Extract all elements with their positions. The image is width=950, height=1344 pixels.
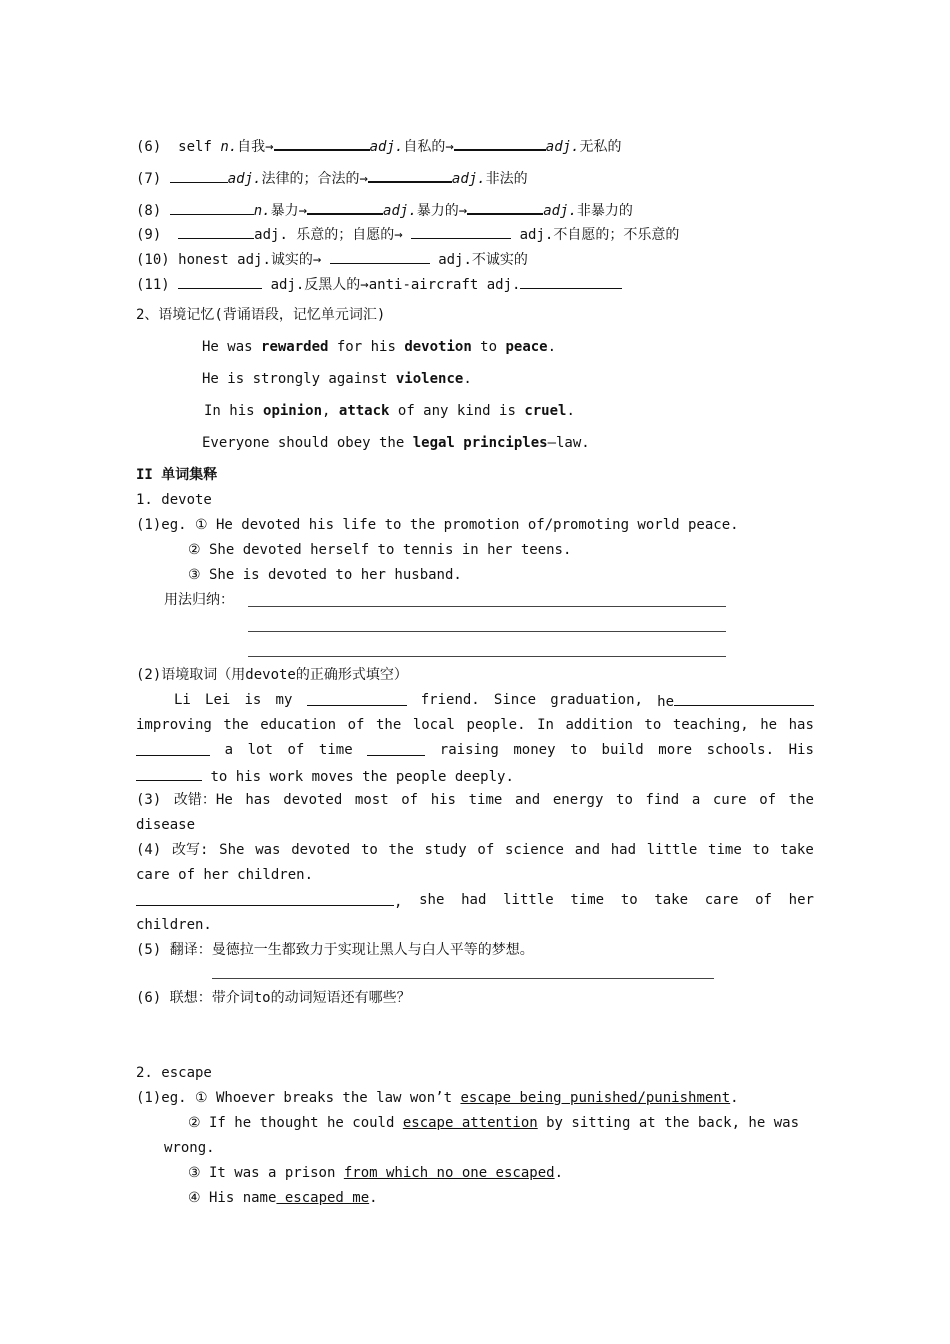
usage-label: 用法归纳：	[164, 592, 234, 608]
q2-line-2: improving the education of the local people. In addition to teaching, he has	[136, 717, 814, 733]
escape-eg-2-cont: wrong.	[164, 1140, 215, 1156]
part-2-heading: II 单词集释	[136, 467, 218, 483]
blank[interactable]	[307, 691, 407, 706]
answer-line[interactable]	[248, 631, 726, 632]
blank[interactable]	[454, 135, 546, 151]
blank[interactable]	[367, 741, 425, 756]
context-sentence-3: In his opinion, attack of any kind is cruel.	[204, 403, 575, 419]
item-11: (11) adj.反黑人的→anti-aircraft adj.	[136, 274, 622, 294]
blank[interactable]	[467, 199, 543, 215]
blank[interactable]	[411, 224, 511, 239]
blank[interactable]	[330, 249, 430, 264]
blank[interactable]	[178, 274, 262, 289]
blank[interactable]	[307, 199, 383, 215]
devote-q4-rewrite-cont: children.	[136, 917, 212, 933]
q2-line-1: Li Lei is my friend. Since graduation, he	[174, 691, 814, 711]
answer-line[interactable]	[212, 978, 714, 979]
section-2-heading: 2、语境记忆(背诵语段，记忆单元词汇)	[136, 307, 386, 323]
devote-q3: (3) 改错：He has devoted most of his time and energy to find a cure of the	[136, 792, 814, 808]
blank[interactable]	[368, 167, 452, 183]
context-sentence-4: Everyone should obey the legal principles—law.	[202, 435, 590, 451]
context-sentence-1: He was rewarded for his devotion to peace.	[202, 339, 557, 355]
blank[interactable]	[178, 224, 254, 239]
q2-line-4: to his work moves the people deeply.	[136, 766, 514, 786]
blank[interactable]	[136, 891, 394, 906]
escape-eg-3: ③ It was a prison from which no one escaped.	[188, 1165, 563, 1181]
escape-eg-1: (1)eg. ① Whoever breaks the law won’t escape being punished/punishment.	[136, 1090, 739, 1106]
context-sentence-2: He is strongly against violence.	[202, 371, 472, 387]
answer-line[interactable]	[248, 656, 726, 657]
devote-q3-cont: disease	[136, 817, 196, 833]
devote-q2-heading: (2)语境取词（用devote的正确形式填空）	[136, 667, 408, 683]
devote-eg-1: (1)eg. ① He devoted his life to the promotion of/promoting world peace.	[136, 517, 739, 533]
word-2-title: 2. escape	[136, 1065, 212, 1081]
item-7: (7) adj.法律的；合法的→ adj.非法的	[136, 167, 528, 188]
devote-eg-3: ③ She is devoted to her husband.	[188, 567, 462, 583]
blank[interactable]	[136, 766, 202, 781]
devote-q6: (6) 联想：带介词to的动词短语还有哪些？	[136, 990, 411, 1006]
blank[interactable]	[170, 168, 228, 183]
item-6: (6) self n.自我→ adj.自私的→ adj.无私的	[136, 135, 621, 156]
item-8: (8) n.暴力→ adj.暴力的→ adj.非暴力的	[136, 199, 633, 220]
escape-eg-4: ④ His name escaped me.	[188, 1190, 378, 1206]
blank[interactable]	[520, 274, 622, 289]
item-9: (9) adj. 乐意的；自愿的→ adj.不自愿的；不乐意的	[136, 224, 679, 244]
escape-eg-2: ② If he thought he could escape attention by sitting at the back, he was	[188, 1115, 799, 1131]
devote-eg-2: ② She devoted herself to tennis in her teens.	[188, 542, 572, 558]
devote-q4-cont: care of her children.	[136, 867, 314, 883]
answer-line[interactable]	[248, 606, 726, 607]
devote-q4: (4) 改写: She was devoted to the study of science and had little time to take	[136, 842, 814, 858]
blank[interactable]	[136, 741, 210, 756]
devote-q4-rewrite: , she had little time to take care of her	[136, 891, 814, 911]
blank[interactable]	[674, 691, 814, 706]
blank[interactable]	[170, 200, 254, 215]
word-1-title: 1. devote	[136, 492, 212, 508]
devote-q5: (5) 翻译：曼德拉一生都致力于实现让黑人与白人平等的梦想。	[136, 942, 534, 958]
blank[interactable]	[274, 135, 370, 151]
q2-line-3: a lot of time raising money to build more schools. His	[136, 741, 814, 759]
item-10: (10) honest adj.诚实的→ adj.不诚实的	[136, 249, 528, 269]
